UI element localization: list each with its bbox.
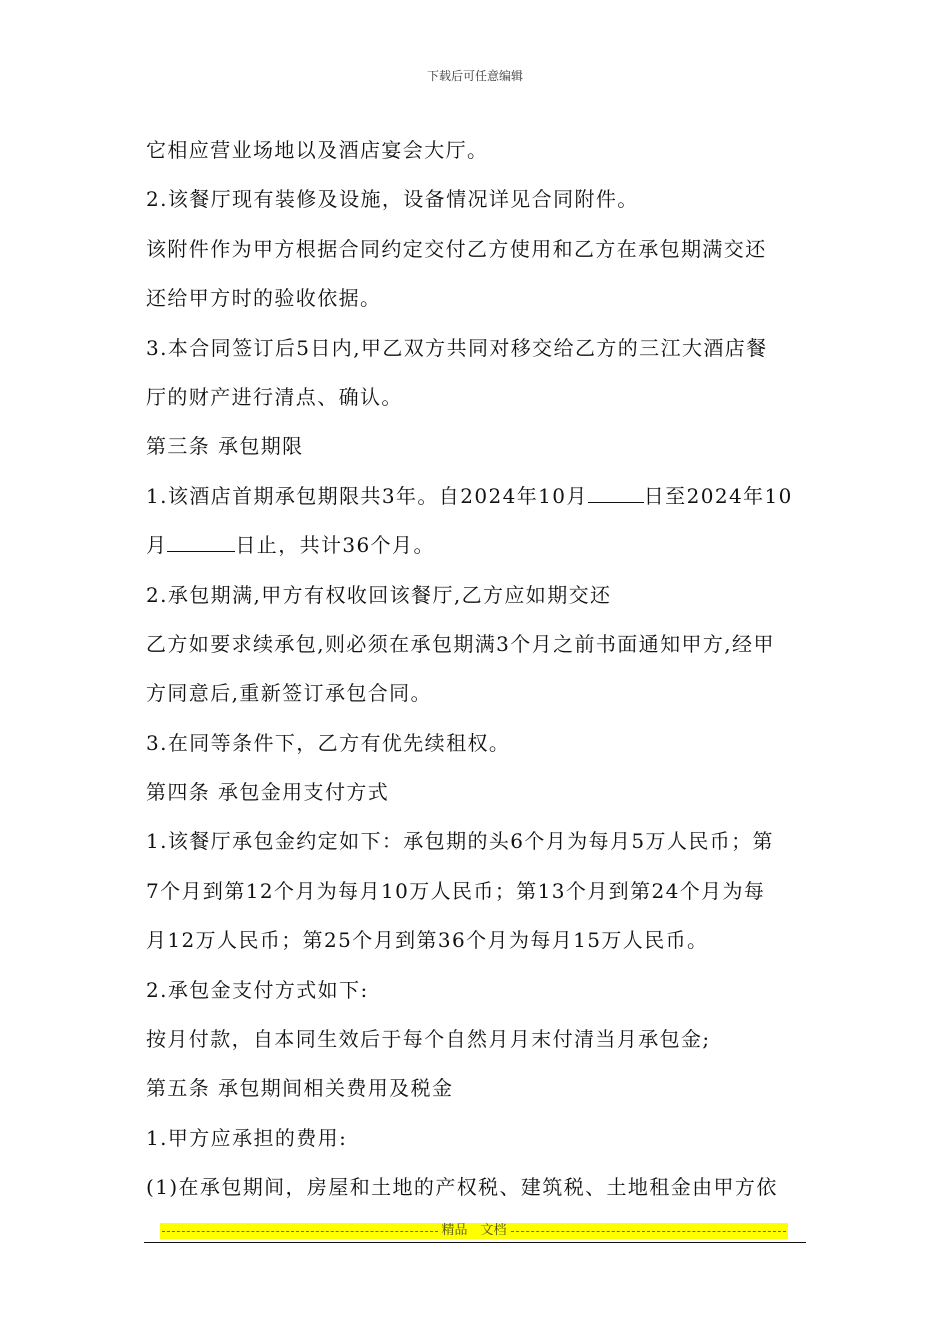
body-line: 该附件作为甲方根据合同约定交付乙方使用和乙方在承包期满交还	[146, 236, 767, 261]
section-heading-fees: 第五条 承包期间相关费用及税金	[146, 1076, 454, 1101]
body-line: (1)在承包期间，房屋和土地的产权税、建筑税、土地租金由甲方依	[146, 1175, 778, 1200]
body-line: 月12万人民币；第25个月到第36个月为每月15万人民币。	[146, 928, 709, 953]
section-heading-payment: 第四条 承包金用支付方式	[146, 780, 390, 805]
body-line: 3.在同等条件下，乙方有优先续租权。	[146, 730, 511, 755]
fill-in-blank	[167, 531, 235, 552]
body-line: 1.该餐厅承包金约定如下：承包期的头6个月为每月5万人民币；第	[146, 829, 774, 854]
document-body	[146, 126, 806, 1213]
page-header-note: 下载后可任意编辑	[426, 69, 523, 83]
body-line: 乙方如要求续承包,则必须在承包期满3个月之前书面通知甲方,经甲	[146, 631, 775, 656]
body-line: 还给甲方时的验收依据。	[146, 286, 382, 311]
footer-label: 精品 文档	[441, 1223, 507, 1238]
footer-dash-right	[511, 1231, 787, 1232]
body-line: 厅的财产进行清点、确认。	[146, 384, 403, 409]
body-line: 2.承包期满,甲方有权收回该餐厅,乙方应如期交还	[146, 582, 612, 607]
body-line: 2.承包金支付方式如下:	[146, 977, 369, 1002]
fill-in-blank	[588, 482, 644, 503]
text-segment: 日止，共计36个月。	[235, 533, 435, 558]
body-line-with-blank	[146, 472, 806, 521]
text-segment: 月	[146, 533, 168, 558]
body-line: 它相应营业场地以及酒店宴会大厅。	[146, 138, 489, 162]
body-line: 方同意后,重新签订承包合同。	[146, 681, 432, 706]
section-heading-term: 第三条 承包期限	[146, 434, 304, 459]
body-line-with-blank	[146, 521, 806, 570]
body-line: 1.甲方应承担的费用:	[146, 1125, 348, 1150]
body-line: 2.该餐厅现有装修及设施，设备情况详见合同附件。	[146, 187, 639, 212]
footer-highlight-bar	[160, 1223, 788, 1239]
text-segment: 日至2024年10	[643, 483, 793, 508]
footer-dash-left	[162, 1231, 438, 1232]
body-line: 7个月到第12个月为每月10万人民币；第13个月到第24个月为每	[146, 878, 766, 903]
text-segment: 1.该酒店首期承包期限共3年。自2024年10月	[146, 483, 588, 508]
body-line: 按月付款，自本同生效后于每个自然月月末付清当月承包金;	[146, 1027, 711, 1052]
footer-divider	[144, 1242, 806, 1243]
body-line: 3.本合同签订后5日内,甲乙双方共同对移交给乙方的三江大酒店餐	[146, 335, 768, 360]
